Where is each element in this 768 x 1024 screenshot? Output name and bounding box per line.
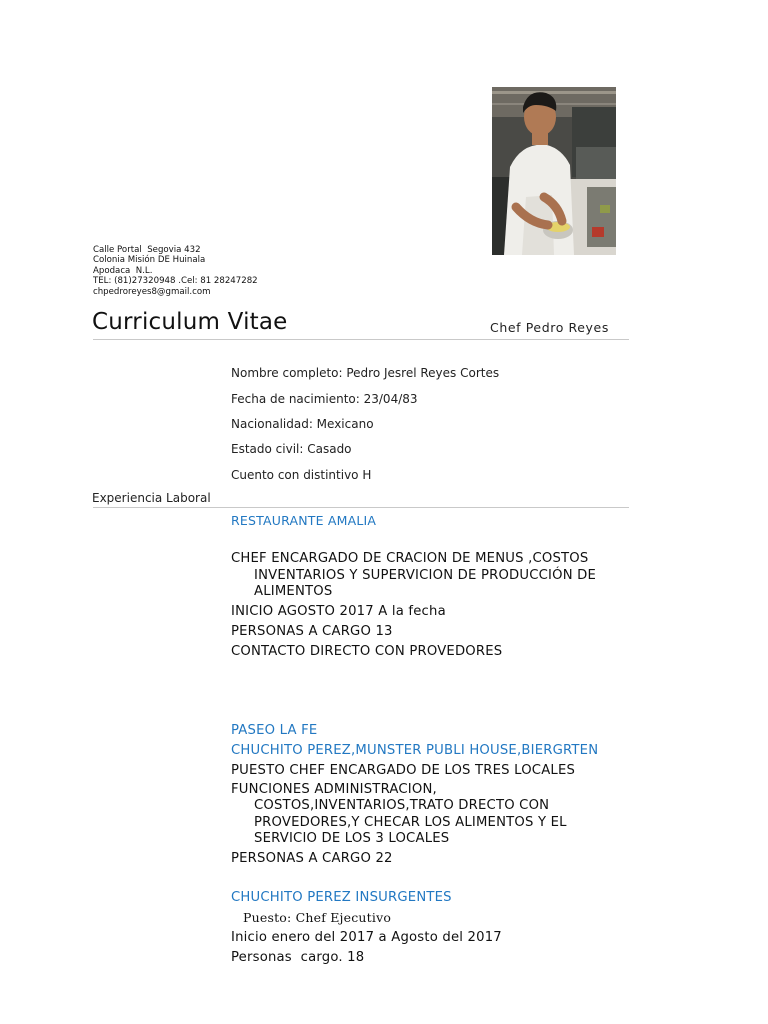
candidate-name: Chef Pedro Reyes (490, 320, 609, 335)
personal-birth-date: Fecha de nacimiento: 23/04/83 (231, 392, 418, 406)
chef-photo-image (492, 87, 616, 255)
job3-company: CHUCHITO PEREZ INSURGENTES (231, 890, 452, 905)
contact-city: Apodaca N.L. (93, 265, 153, 276)
experience-section-label: Experiencia Laboral (92, 491, 211, 505)
job2-line: COSTOS,INVENTARIOS,TRATO DRECTO CON (254, 798, 550, 813)
profile-photo (492, 87, 616, 255)
job1-start-date: INICIO AGOSTO 2017 A la fecha (231, 604, 446, 619)
personal-nationality: Nacionalidad: Mexicano (231, 417, 374, 431)
job2-line: SERVICIO DE LOS 3 LOCALES (254, 831, 450, 846)
contact-block (93, 245, 258, 297)
job1-line: CHEF ENCARGADO DE CRACION DE MENUS ,COSTOS (231, 551, 589, 566)
job1-staff: PERSONAS A CARGO 13 (231, 624, 393, 639)
job3-position: Puesto: Chef Ejecutivo (243, 910, 392, 925)
experience-divider (93, 507, 629, 508)
job1-line: ALIMENTOS (254, 584, 333, 599)
job2-line: FUNCIONES ADMINISTRACION, (231, 782, 437, 797)
job2-company-1: PASEO LA FE (231, 723, 318, 738)
job2-line: PROVEDORES,Y CHECAR LOS ALIMENTOS Y EL (254, 815, 567, 830)
job2-company-2: CHUCHITO PEREZ,MUNSTER PUBLI HOUSE,BIERGRTEN (231, 743, 599, 758)
contact-colonia: Colonia Misión DE Huinala (93, 255, 206, 266)
personal-full-name: Nombre completo: Pedro Jesrel Reyes Cortes (231, 366, 500, 380)
header-divider (93, 339, 629, 340)
job1-company: RESTAURANTE AMALIA (231, 513, 377, 528)
job1-line: INVENTARIOS Y SUPERVICION DE PRODUCCIÓN DE (254, 568, 597, 583)
job2-line: PUESTO CHEF ENCARGADO DE LOS TRES LOCALES (231, 763, 576, 778)
job3-staff: Personas cargo. 18 (231, 950, 365, 965)
contact-email: chpedroreyes8@gmail.com (93, 286, 211, 297)
job2-staff: PERSONAS A CARGO 22 (231, 851, 393, 866)
job3-dates: Inicio enero del 2017 a Agosto del 2017 (231, 930, 502, 945)
personal-marital-status: Estado civil: Casado (231, 442, 352, 456)
contact-address: Calle Portal Segovia 432 (93, 245, 201, 255)
page-title: Curriculum Vitae (92, 309, 288, 335)
job1-contact: CONTACTO DIRECTO CON PROVEDORES (231, 644, 503, 659)
personal-distintivo: Cuento con distintivo H (231, 468, 372, 482)
contact-phone: TEL: (81)27320948 .Cel: 81 28247282 (93, 276, 258, 287)
